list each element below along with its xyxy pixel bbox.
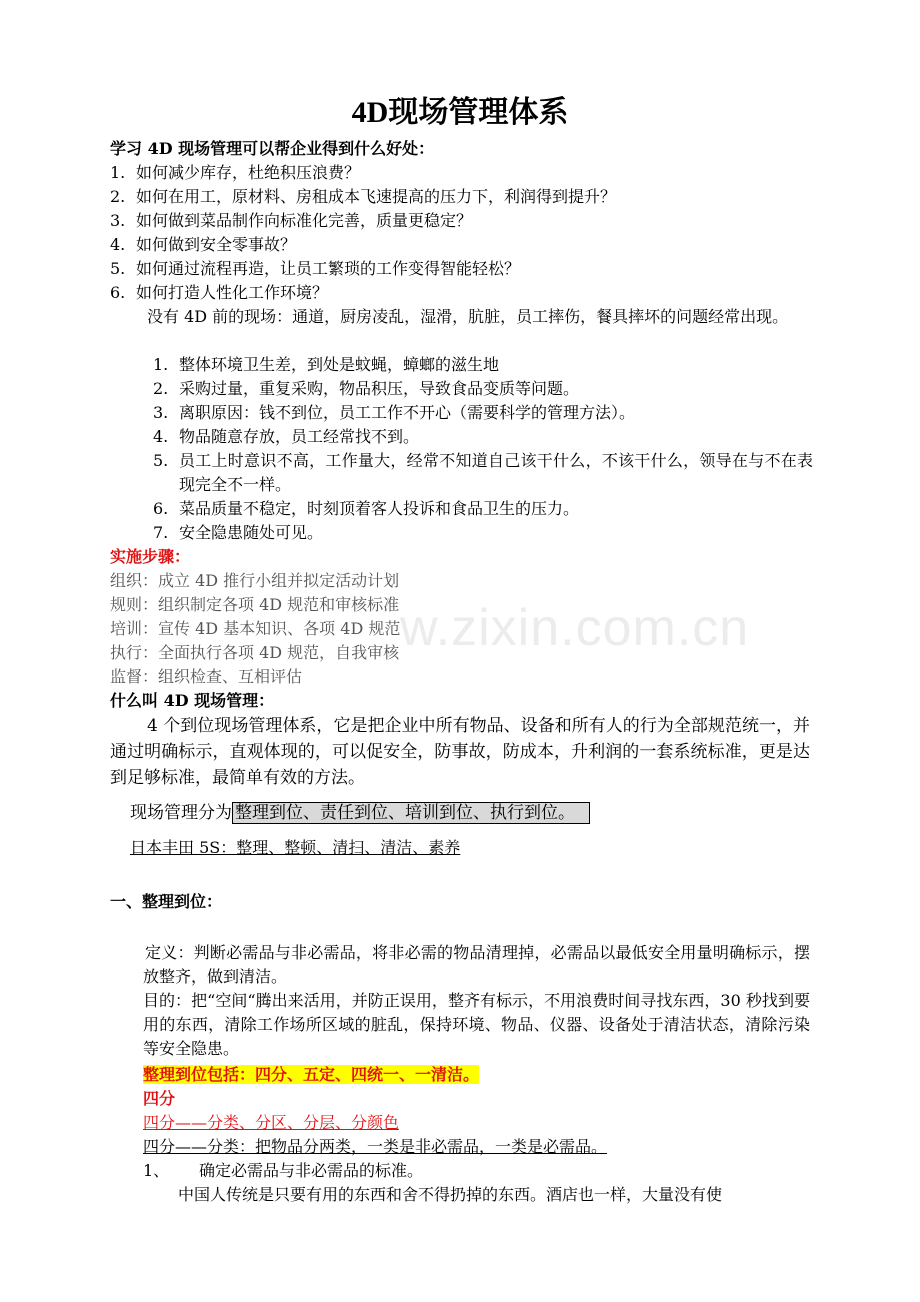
before-4d-paragraph: 没有 4D 前的现场：通道，厨房凌乱，湿滑，肮脏，员工摔伤，餐具摔坏的问题经常出现。: [147, 307, 789, 326]
benefit-item: 1. 如何减少库存，杜绝积压浪费？: [110, 163, 361, 182]
definition-paragraph: 定义：判断必需品与非必需品，将非必需的物品清理掉，必需品以最低安全用量明确标示，摆放整齐，做到清洁。: [143, 943, 810, 986]
last-paragraph: 中国人传统是只要有用的东西和舍不得扔掉的东西。酒店也一样，大量没有使: [178, 1185, 723, 1204]
problem-item: 5. 员工上时意识不高，工作量大，经常不知道自己该干什么，不该干什么，领导在与不在表现完全不一样。: [153, 451, 813, 494]
page-title: 4D现场管理体系: [351, 96, 569, 129]
problem-item: 4. 物品随意存放，员工经常找不到。: [153, 427, 420, 446]
benefit-item: 3. 如何做到菜品制作向标准化完善，质量更稳定？: [110, 211, 473, 230]
division-boxed: 整理到位、责任到位、培训到位、执行到位。: [232, 802, 590, 824]
problem-item: 2. 采购过量，重复采购，物品积压，导致食品变质等问题。: [153, 379, 580, 398]
benefit-item: 2. 如何在用工，原材料、房租成本飞速提高的压力下，利润得到提升？: [110, 187, 617, 206]
problem-item: 6. 菜品质量不稳定，时刻顶着客人投诉和食品卫生的压力。: [153, 499, 580, 518]
section1-heading: 一、整理到位：: [110, 892, 223, 911]
step-item: 规则：组织制定各项 4D 规范和审核标准: [110, 595, 400, 614]
step-item: 执行：全面执行各项 4D 规范，自我审核: [110, 643, 400, 662]
four-div-title: 四分: [143, 1089, 176, 1108]
division-line: 现场管理分为 整理到位、责任到位、培训到位、执行到位。: [130, 800, 590, 826]
four-div-classify: 四分——分类：把物品分两类，一类是非必需品，一类是必需品。: [143, 1137, 608, 1156]
purpose-paragraph: 目的：把“空间“腾出来活用，并防正误用，整齐有标示，不用浪费时间寻找东西，30 秒找到要用的东西，清除工作场所区域的脏乱，保持环境、物品、仪器、设备处于清洁状态，清除污染等安全隐患。: [143, 991, 810, 1058]
four-div-list: 四分——分类、分区、分层、分颜色: [143, 1113, 400, 1132]
problem-item: 1. 整体环境卫生差，到处是蚊蝇，蟑螂的滋生地: [153, 355, 500, 374]
what-is-paragraph: 4 个到位现场管理体系，它是把企业中所有物品、设备和所有人的行为全部规范统一，并通过明确标示，直观体现的，可以促安全，防事故，防成本，升利润的一套系统标准，更是达到足够标准，最简单有效的方法。: [110, 716, 810, 788]
benefit-item: 4. 如何做到安全零事故？: [110, 235, 297, 254]
step-item: 监督：组织检查、互相评估: [110, 667, 303, 686]
toyota-5s: 日本丰田 5S：整理、整顿、清扫、清洁、素养: [130, 838, 461, 857]
problem-item: 7. 安全隐患随处可见。: [153, 523, 324, 542]
benefit-item: 5. 如何通过流程再造，让员工繁琐的工作变得智能轻松？: [110, 259, 521, 278]
steps-heading: 实施步骤：: [110, 547, 191, 566]
benefit-item: 6. 如何打造人性化工作环境？: [110, 283, 329, 302]
watermark: w.zixin.com.cn: [400, 599, 750, 657]
point-1: 1、 确定必需品与非必需品的标准。: [143, 1161, 424, 1180]
problem-item: 3. 离职原因：钱不到位，员工工作不开心（需要科学的管理方法）。: [153, 403, 636, 422]
includes-line: 整理到位包括：四分、五定、四统一、一清洁。: [143, 1065, 480, 1084]
benefits-heading: 学习 4D 现场管理可以帮企业得到什么好处：: [110, 139, 435, 158]
step-item: 培训：宣传 4D 基本知识、各项 4D 规范: [110, 619, 401, 638]
step-item: 组织：成立 4D 推行小组并拟定活动计划: [110, 571, 400, 590]
what-is-heading: 什么叫 4D 现场管理：: [110, 691, 275, 710]
